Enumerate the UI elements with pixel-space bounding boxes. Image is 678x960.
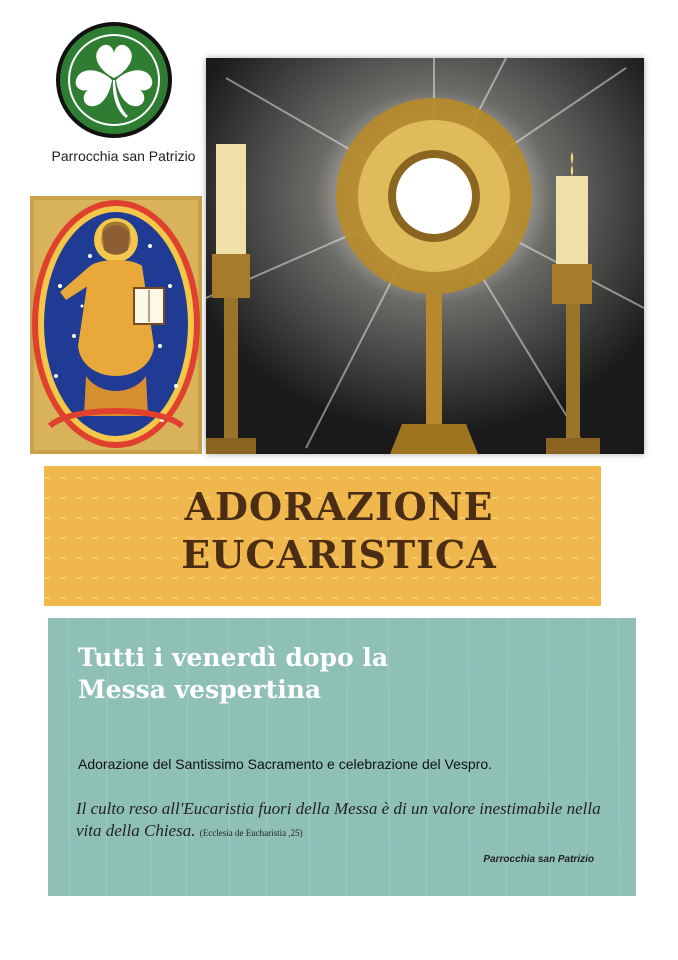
christ-pantocrator-icon <box>30 196 202 454</box>
quote-text: Il culto reso all'Eucaristia fuori della Messa è di un valore inestimabile nella vita della Chiesa. <box>76 799 601 840</box>
headline-line-1: Tutti i venerdì dopo la <box>78 643 389 672</box>
headline-line-2: Messa vespertina <box>78 675 322 704</box>
quote <box>76 798 606 844</box>
monstrance-with-candles-photo <box>206 58 644 454</box>
shamrock-icon <box>54 20 174 140</box>
title-line-2: EUCARISTICA <box>181 532 497 577</box>
event-schedule-headline <box>78 642 598 706</box>
title-line-1: ADORAZIONE <box>184 484 494 529</box>
signature: Parrocchia san Patrizio <box>483 854 594 865</box>
parish-name: Parrocchia san Patrizio <box>51 148 196 164</box>
event-description: Adorazione del Santissimo Sacramento e celebrazione del Vespro. <box>78 756 493 772</box>
parish-logo <box>54 20 174 140</box>
quote-source: (Ecclesia de Eucharistia ,25) <box>199 828 303 838</box>
